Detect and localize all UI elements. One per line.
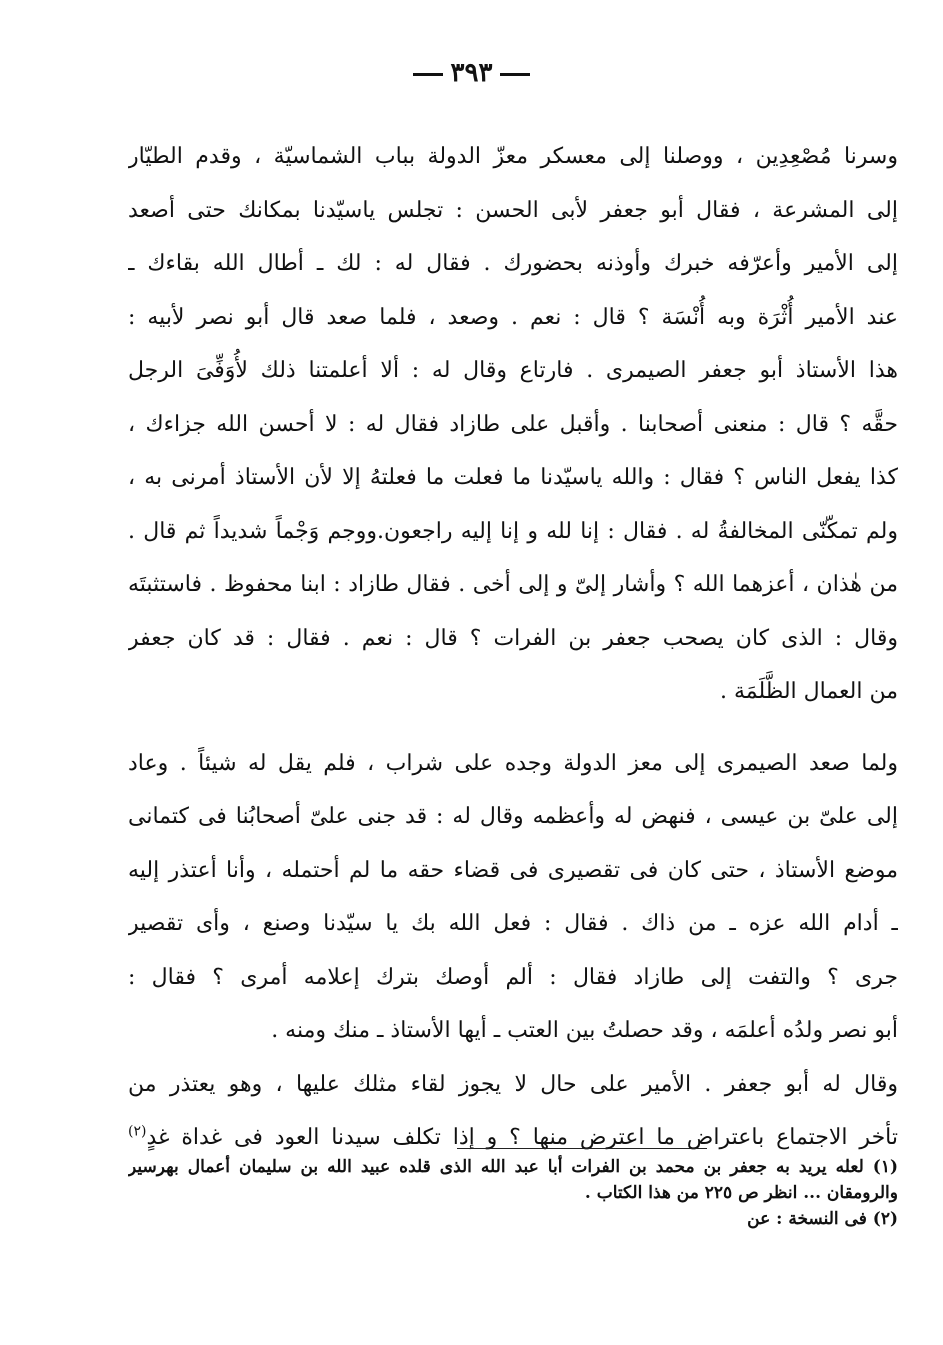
text-line: من هٰذان ، أعزهما الله ؟ وأشار إلىّ و إلى أخى . فقال طازاد : ابنا محفوظ . فاستثبتَه [128,572,898,597]
paragraph-gap [128,719,898,737]
text-line: وسرنا مُصْعِدِين ، ووصلنا إلى معسكر معزّ الدولة بباب الشماسيّة ، وقدم الطيّار [128,144,898,169]
text-line: جرى ؟ والتفت إلى طازاد فقال : ألم أوصك بترك إعلامه أمرى ؟ فقال : [128,964,898,990]
text-line: إلى الأمير وأعرّفه خبرك وأوذنه بحضورك . فقال له : لك ـ أطال الله بقاءك ـ [128,251,898,276]
text-line: عند الأمير أُثْرَة وبه أُنْسَة ؟ قال : نعم . وصعد ، فلما صعد قال أبو نصر لأبيه : [128,304,898,330]
page-number-dash-right [500,73,530,76]
text-line: ولما صعد الصيمرى إلى معز الدولة وجده على شراب ، فلم يقل له شيئاً . وعاد [128,750,898,776]
text-line: وقال له أبو جعفر . الأمير على حال لا يجوز لقاء مثلك عليها ، وهو يعتذر من [128,1071,898,1097]
footnote-1-line: (١) لعله يريد به جعفر بن محمد بن الفرات أبا عبد الله الذى قلده عبيد الله بن سليمان أعمال بهرسير [128,1157,898,1177]
text-line: ولم تمكّنّى المخالفةُ له . فقال : إنا لله و إنا إليه راجعون.ووجم وَجْماً شديداً ثم قال . [128,518,898,544]
text-line: من العمال الظَّلَمَة . [720,679,898,704]
footnote-ref-2: (٢) [128,1123,147,1140]
text-line: إلى المشرعة ، فقال أبو جعفر لأبى الحسن : تجلس ياسيّدنا بمكانك حتى أصعد [128,197,898,223]
footnote-2-line: (٢) فى النسخة : عن [747,1209,898,1229]
text-line: إلى علىّ بن عيسى ، فنهض له وأعظمه وقال له : قد جنى علىّ أصحابُنا فى كتمانى [128,804,898,829]
text-line: حقَّه ؟ قال : منعنى أصحابنا . وأقبل على طازاد فقال له : لا أحسن الله جزاءك ، [128,411,898,437]
paragraph-2 [128,737,898,1058]
text-line: أبو نصر ولدُه أعلمَه ، وقد حصلتُ بين العتب ـ أيها الأستاذ ـ منك ومنه . [271,1018,898,1043]
page-number [0,58,943,88]
footnotes [128,1154,898,1232]
footnote-1-line: والرومقان ... انظر ص ٢٢٥ من هذا الكتاب . [584,1183,898,1203]
page-number-dash-left [413,73,443,76]
text-line: تأخر الاجتماع باعتراض ما اعترض منها ؟ و إذا تكلف سيدنا العود فى غداة غدٍ [146,1125,898,1150]
paragraph-1 [128,130,898,719]
text-line: ـ أدام الله عزه ـ من ذاك . فقال : فعل الله بك يا سيّدنا وصنع ، وأى تقصير [128,911,898,936]
page-number-text: ٣٩٣ [450,58,493,88]
main-text [128,130,898,1165]
text-line: موضع الأستاذ ، حتى كان فى تقصيرى فى قضاء حقه ما لم أحتمله ، وأنا أعتذر إليه [128,857,898,883]
text-line-with-note-ref [128,612,898,666]
text-line: هذا الأستاذ أبو جعفر الصيمرى . فارتاع وقال له : ألا أعلمتنا ذلك لأُوَفِّىَ الرجل [128,358,898,383]
text-line: وقال : الذى كان يصحب جعفر بن الفرات ؟ قال : نعم . فقال : قد كان جعفر [128,625,898,651]
footnote-divider [457,1148,707,1149]
text-line: كذا يفعل الناس ؟ فقال : والله ياسيّدنا ما فعلت ما فعلتهُ إلا لأن الأستاذ أمرنى به ، [128,465,898,490]
